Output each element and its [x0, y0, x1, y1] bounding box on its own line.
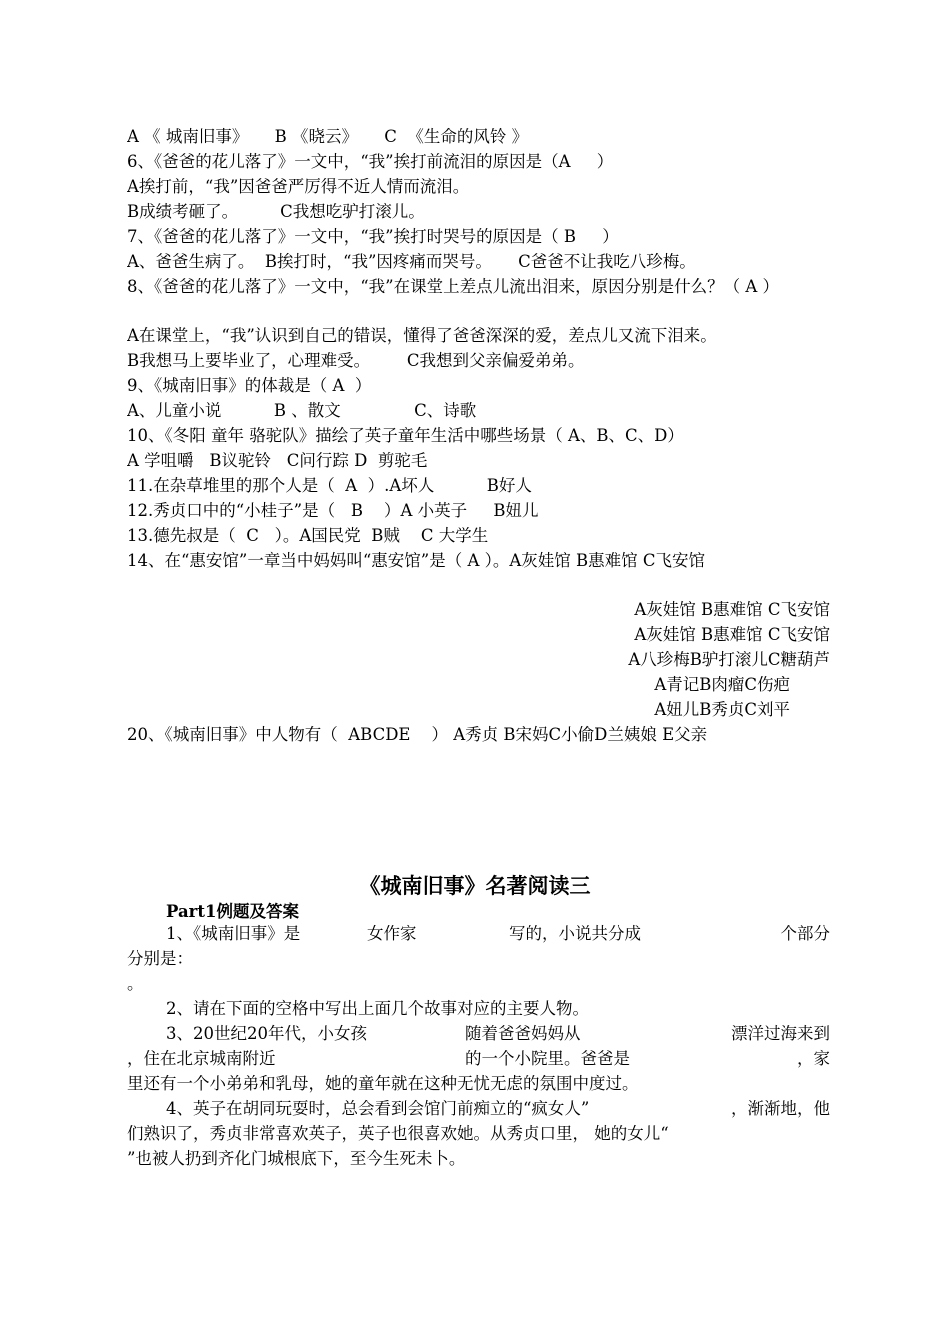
q5-options: A 《 城南旧事》 B 《晓云》 C 《生命的风铃 》: [127, 127, 529, 146]
question-9-options: A、儿童小说 B 、散文 C、诗歌: [127, 401, 477, 420]
question-8-options-bc: B我想马上要毕业了，心理难受。 C我想到父亲偏爱弟弟。: [127, 351, 585, 370]
p1-text-d: 个部分: [780, 924, 830, 943]
question-14: 14、在“惠安馆”一章当中妈妈叫“惠安馆”是（ A ）。A灰娃馆 B惠难馆 C飞安馆: [127, 551, 706, 570]
p3-text-b: 随着爸爸妈妈从: [465, 1024, 581, 1043]
question-16: [127, 622, 830, 647]
question-19: [127, 697, 830, 722]
question-13: 13.德先叔是（ C ）。A国民党 B贼 C 大学生: [127, 526, 489, 545]
question-8-option-a: A在课堂上，“我”认识到自己的错误，懂得了爸爸深深的爱，差点儿又流下泪来。: [127, 326, 717, 345]
question-10-options: A 学咀嚼 B议驼铃 C问行踪 D 剪驼毛: [127, 451, 428, 470]
p1-text-c: 写的，小说共分成: [509, 924, 641, 943]
p3-text-a: 3、20世纪20年代，小女孩: [166, 1024, 367, 1043]
question-16-options: A灰娃馆 B惠难馆 C飞安馆: [634, 625, 830, 644]
question-7: 7、《爸爸的花儿落了》一文中，“我”挨打时哭号的原因是（ B ）: [127, 227, 619, 246]
question-17-options: A八珍梅B驴打滚儿C糖葫芦: [628, 650, 830, 669]
paragraph-2: 2、请在下面的空格中写出上面几个故事对应的主要人物。: [166, 999, 589, 1018]
p1-text-b: 女作家: [367, 924, 417, 943]
question-12: 12.秀贞口中的“小桂子”是（ B ）A 小英子 B妞儿: [127, 501, 539, 520]
question-8: 8、《爸爸的花儿落了》一文中，“我”在课堂上差点儿流出泪来，原因分别是什么？（ A ）: [127, 277, 780, 296]
question-9: 9、《城南旧事》的体裁是（ A ）: [127, 376, 372, 395]
question-17: [127, 647, 830, 672]
section-title: 《城南旧事》名著阅读三: [359, 873, 591, 898]
p3-text-c: 漂洋过海来到: [731, 1024, 830, 1043]
question-7-options: A、爸爸生病了。 B挨打时，“我”因疼痛而哭号。 C爸爸不让我吃八珍梅。: [127, 252, 696, 271]
question-6-option-a: A挨打前，“我”因爸爸严厉得不近人情而流泪。: [127, 177, 470, 196]
p4-text-b: ，渐渐地，他: [731, 1099, 830, 1118]
paragraph-3: [127, 1021, 830, 1096]
question-6-options-bc: B成绩考砸了。 C我想吃驴打滚儿。: [127, 202, 425, 221]
paragraph-1: [127, 921, 830, 996]
question-6: 6、《爸爸的花儿落了》一文中，“我”挨打前流泪的原因是（A ）: [127, 152, 614, 171]
p4-text-a: 4、英子在胡同玩耍时，总会看到会馆门前痴立的“疯女人”: [166, 1099, 590, 1118]
p3-text-e: 的一个小院里。爸爸是: [465, 1049, 630, 1068]
question-11: 11.在杂草堆里的那个人是（ A ）.A坏人 B好人: [127, 476, 532, 495]
question-18: [127, 672, 830, 697]
p3-text-d: ，住在北京城南附近: [127, 1049, 276, 1068]
p4-text-c: 们熟识了，秀贞非常喜欢英子，英子也很喜欢她。从秀贞口里， 她的女儿“: [127, 1124, 669, 1143]
paragraph-4: [127, 1096, 830, 1171]
p1-text-e: 分别是：: [127, 949, 193, 968]
p4-text-d: ”也被人扔到齐化门城根底下，至今生死未卜。: [127, 1149, 466, 1168]
question-10: 10、《冬阳 童年 骆驼队》描绘了英子童年生活中哪些场景（ A、B、C、D）: [127, 426, 684, 445]
p1-text-a: 1、《城南旧事》是: [166, 924, 301, 943]
section-subhead: Part1例题及答案: [166, 902, 299, 921]
question-15: [127, 597, 830, 622]
p3-text-g: 里还有一个小弟弟和乳母，她的童年就在这种无忧无虑的氛围中度过。: [127, 1074, 639, 1093]
question-15-options: A灰娃馆 B惠难馆 C飞安馆: [634, 600, 830, 619]
question-20: 20、《城南旧事》中人物有（ ABCDE ） A秀贞 B宋妈C小偷D兰姨娘 E父亲: [127, 725, 708, 744]
p3-text-f: ，家: [797, 1049, 830, 1068]
question-19-options: A妞儿B秀贞C刘平: [654, 700, 790, 719]
question-18-options: A青记B肉瘤C伤疤: [654, 675, 790, 694]
p1-text-end: 。: [127, 974, 144, 993]
